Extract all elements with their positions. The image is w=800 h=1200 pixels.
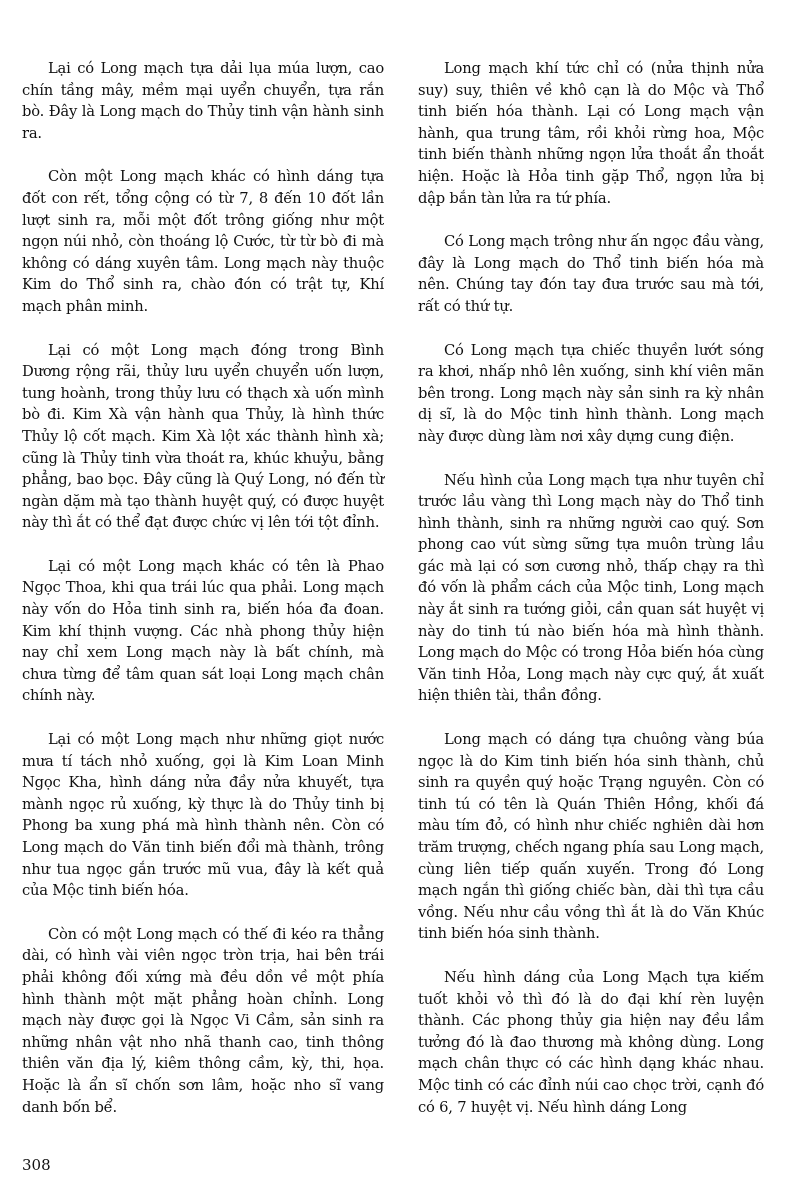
paragraph: Long mạch khí tức chỉ có (nửa thịnh nửa suy) suy, thiên về khô cạn là do Mộc và Thổ tinh biến hóa thành. Lại có Long mạch vận hành, qua trung tâm, rồi khỏi rừng hoa, Mộc tinh biến thành những ngọn lửa thoắt ẩn thoắt hiện. Hoặc là Hỏa tinh gặp Thổ, ngọn lửa bị dập bắn tàn lửa ra tứ phía. [418,60,764,207]
paragraph: Còn có một Long mạch có thế đi kéo ra thẳng dài, có hình vài viên ngọc tròn trịa, hai bên trái phải không đối xứng mà đều dồn về một phía hình thành một mặt phẳng hoàn chỉnh. Long mạch này được gọi là Ngọc Vi Cầm, sản sinh ra những nhân vật nho nhã thanh cao, tinh thông thiên văn địa lý, kiêm thông cầm, kỳ, thi, họa. Hoặc là ẩn sĩ chốn sơn lâm, hoặc nho sĩ vang danh bốn bể. [22,925,384,1116]
paragraph: Lại có một Long mạch khác có tên là Phao Ngọc Thoa, khi qua trái lúc qua phải. Long mạch này vốn do Hỏa tinh sinh ra, biến hóa đa đoan. Kim khí thịnh vượng. Các nhà phong thủy hiện nay chỉ xem Long mạch này là bất chính, mà chưa từng để tâm quan sát loại Long mạch chân chính này. [22,557,384,705]
paragraph: Lại có Long mạch tựa dải lụa múa lượn, cao chín tầng mây, mềm mại uyển chuyển, tựa rắn bò. Đây là Long mạch do Thủy tinh vận hành sinh ra. [22,60,384,142]
paragraph: Nếu hình dáng của Long Mạch tựa kiếm tuốt khỏi vỏ thì đó là do đại khí rèn luyện thành. Các phong thủy gia hiện nay đều lầm tưởng đó là đao thương mà không dùng. Long mạch chân thực có các hình dạng khác nhau. Mộc tinh có các đỉnh núi cao chọc trời, cạnh đó có 6, 7 huyệt vị. Nếu hình dáng Long [418,968,764,1116]
paragraph: Lại có một Long mạch như những giọt nước mưa tí tách nhỏ xuống, gọi là Kim Loan Minh Ngọc Kha, hình dáng nửa đầy nửa khuyết, tựa mành ngọc rủ xuống, kỳ thực là do Thủy tinh bị Phong ba xung phá mà hình thành nên. Còn có Long mạch do Văn tinh biến đổi mà thành, trông như tua ngọc gắn trước mũ vua, đây là kết quả của Mộc tinh biến hóa. [22,731,384,900]
left-column [22,58,384,1140]
paragraph: Có Long mạch tựa chiếc thuyền lướt sóng ra khơi, nhấp nhô lên xuống, sinh khí viên mãn bên trong. Long mạch này sản sinh ra kỳ nhân dị sĩ, là do Mộc tinh hình thành. Long mạch này được dùng làm nơi xây dựng cung điện. [418,341,764,445]
paragraph: Có Long mạch trông như ấn ngọc đầu vàng, đây là Long mạch do Thổ tinh biến hóa mà nên. Chúng tay đón tay đưa trước sau mà tới, rất có thứ tự. [418,233,764,315]
paragraph: Nếu hình của Long mạch tựa như tuyên chỉ trước lầu vàng thì Long mạch này do Thổ tinh hình thành, sinh ra những người cao quý. Sơn phong cao vút sừng sững tựa muôn trùng lầu gác mà lại có sơn cương nhỏ, thấp chạy ra thì đó vốn là phẩm cách của Mộc tinh, Long mạch này ắt sinh ra tướng giỏi, cần quan sát huyệt vị này do tinh tú nào biến hóa mà hình thành. Long mạch do Mộc có trong Hỏa biến hóa cùng Văn tinh Hỏa, Long mạch này cực quý, ắt xuất hiện thiên tài, thần đồng. [418,471,764,705]
paragraph: Long mạch có dáng tựa chuông vàng búa ngọc là do Kim tinh biến hóa sinh thành, chủ sinh ra quyền quý hoặc Trạng nguyên. Còn có tinh tú có tên là Quán Thiên Hồng, khối đá màu tím đỏ, có hình như chiếc nghiên dài hơn trăm trượng, chếch ngang phía sau Long mạch, cùng liên tiếp quấn xuyến. Trong đó Long mạch ngắn thì giống chiếc bàn, dài thì tựa cầu vồng. Nếu như cầu vồng thì ắt là do Văn Khúc tinh biến hóa sinh thành. [418,731,764,943]
paragraph: Lại có một Long mạch đóng trong Bình Dương rộng rãi, thủy lưu uyển chuyển uốn lượn, tung hoành, trong thủy lưu có thạch xà uốn mình bò đi. Kim Xà vận hành qua Thủy, là hình thức Thủy lộ cốt mạch. Kim Xà lột xác thành hình xà; cũng là Thủy tinh vừa thoát ra, khúc khuỷu, bằng phẳng, bao bọc. Đây cũng là Quý Long, nó đến từ ngàn dặm mà tạo thành huyệt quý, có được huyệt này thì ắt có thể đạt được chức vị lên tới tột đỉnh. [22,341,384,532]
paragraph: Còn một Long mạch khác có hình dáng tựa đốt con rết, tổng cộng có từ 7, 8 đến 10 đốt lần lượt sinh ra, mỗi một đốt trông giống như một ngọn núi nhỏ, còn thoáng lộ Cước, từ từ bò đi mà không có dáng xuyên tâm. Long mạch này thuộc Kim do Thổ sinh ra, chào đón có trật tự, Khí mạch phân minh. [22,168,384,315]
right-column [418,58,764,1140]
page-number: 308 [22,1156,51,1174]
